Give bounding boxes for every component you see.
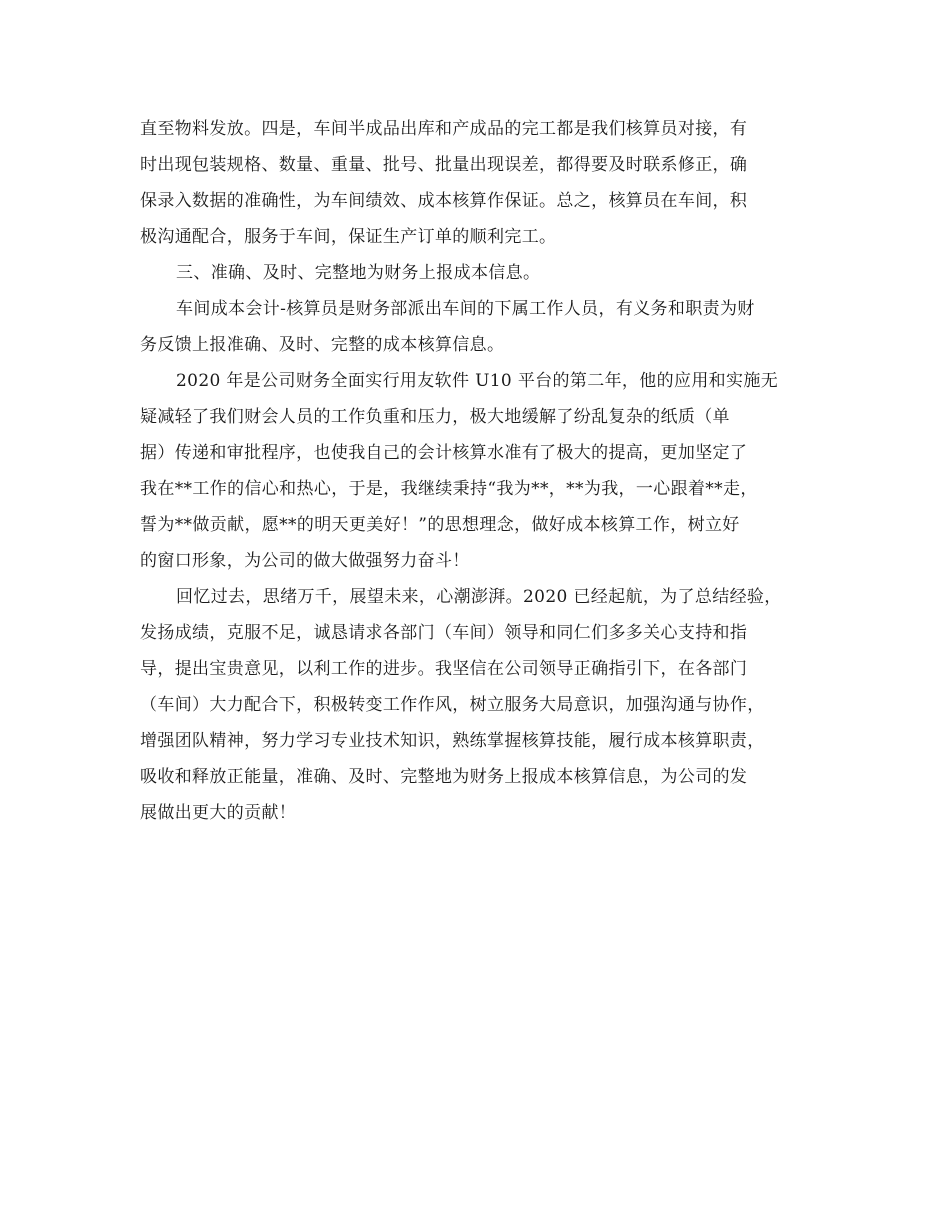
text-line: 我在**工作的信心和热心，于是，我继续秉持“我为**，**为我，一心跟着**走， — [140, 479, 758, 499]
text-line: 吸收和释放正能量，准确、及时、完整地为财务上报成本核算信息，为公司的发 — [140, 767, 748, 787]
text-line: 展做出更大的贡献！ — [140, 803, 297, 823]
text-line: 时出现包装规格、数量、重量、批号、批量出现误差，都得要及时联系修正，确 — [140, 155, 748, 175]
text-line: 直至物料发放。四是，车间半成品出库和产成品的完工都是我们核算员对接，有 — [140, 119, 748, 139]
text-line: 极沟通配合，服务于车间，保证生产订单的顺利完工。 — [140, 227, 557, 247]
text-line: 发扬成绩，克服不足，诚恳请求各部门（车间）领导和同仁们多多关心支持和指 — [140, 623, 748, 643]
text-line: 车间成本会计-核算员是财务部派出车间的下属工作人员，有义务和职责为财 — [176, 299, 755, 319]
text-line: 疑减轻了我们财会人员的工作负重和压力，极大地缓解了纷乱复杂的纸质（单 — [140, 407, 730, 427]
text-line: 增强团队精神，努力学习专业技术知识，熟练掌握核算技能，履行成本核算职责， — [140, 731, 765, 751]
text-line: 回忆过去，思绪万千，展望未来，心潮澎湃。2020 已经起航，为了总结经验， — [176, 587, 782, 607]
text-line: 誓为**做贡献，愿**的明天更美好！”的思想理念，做好成本核算工作，树立好 — [140, 515, 740, 535]
text-line: 务反馈上报准确、及时、完整的成本核算信息。 — [140, 335, 505, 355]
section-heading: 三、准确、及时、完整地为财务上报成本信息。 — [176, 263, 541, 283]
text-line: 的窗口形象，为公司的做大做强努力奋斗！ — [140, 551, 470, 571]
text-line: 导，提出宝贵意见，以利工作的进步。我坚信在公司领导正确指引下，在各部门 — [140, 659, 748, 679]
text-line: 据）传递和审批程序，也使我自己的会计核算水准有了极大的提高，更加坚定了 — [140, 443, 748, 463]
text-line: 2020 年是公司财务全面实行用友软件 U10 平台的第二年，他的应用和实施无 — [176, 371, 779, 391]
text-line: 保录入数据的准确性，为车间绩效、成本核算作保证。总之，核算员在车间，积 — [140, 191, 748, 211]
text-line: （车间）大力配合下，积极转变工作作风，树立服务大局意识，加强沟通与协作， — [140, 695, 765, 715]
